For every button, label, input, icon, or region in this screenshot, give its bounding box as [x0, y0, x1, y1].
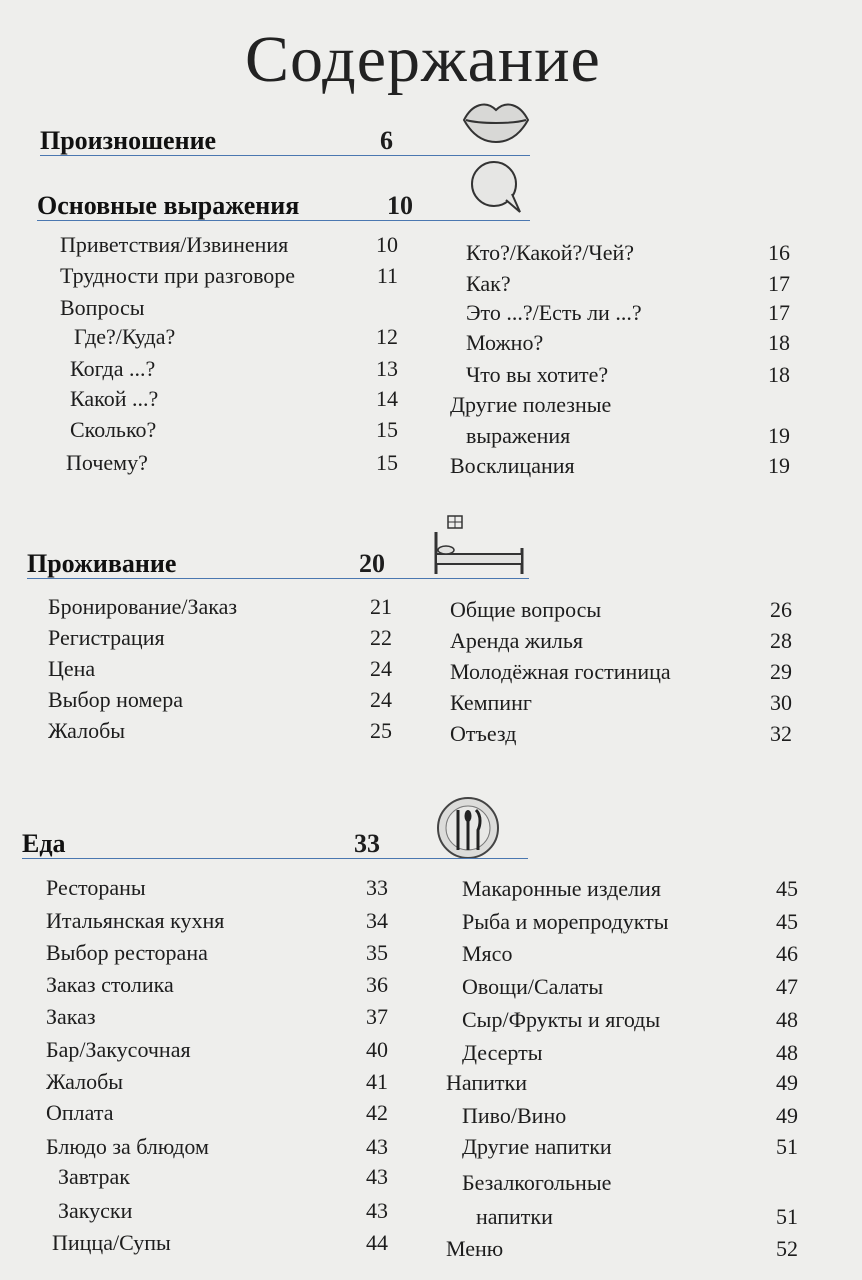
toc-entry-page: 37 [366, 1004, 388, 1029]
toc-entry-page: 34 [366, 908, 388, 933]
toc-entry-label: напитки [476, 1204, 553, 1229]
toc-entry-label: Можно? [466, 330, 544, 355]
toc-entry-page: 24 [370, 656, 392, 681]
toc-entry-label: Блюдо за блюдом [46, 1134, 209, 1159]
toc-entry-label: Другие полезные [450, 392, 612, 417]
toc-entry-label: Сыр/Фрукты и ягоды [462, 1007, 661, 1032]
toc-entry-label: Какой ...? [70, 386, 159, 411]
toc-entry-label: Выбор ресторана [46, 940, 208, 965]
lips-icon [462, 98, 530, 144]
toc-entry-label: Рыба и морепродукты [462, 909, 669, 934]
toc-entry-page: 24 [370, 687, 392, 712]
toc-entry-page: 29 [770, 659, 792, 684]
toc-entry-page: 22 [370, 625, 392, 650]
toc-entry-label: Когда ...? [70, 356, 156, 381]
toc-entry-page: 15 [376, 450, 398, 475]
section-page: 6 [380, 126, 393, 155]
toc-entry-page: 10 [376, 232, 398, 257]
bed-icon [432, 512, 528, 576]
section-heading-accommodation [27, 549, 407, 579]
toc-entry-label: Бар/Закусочная [46, 1037, 191, 1062]
toc-entry-page: 17 [768, 300, 790, 325]
toc-entry-label: Сколько? [70, 417, 157, 442]
toc-entry-page: 18 [768, 362, 790, 387]
toc-entry-label: Бронирование/Заказ [48, 594, 238, 619]
section-rule [37, 220, 530, 221]
toc-entry-page: 26 [770, 597, 792, 622]
toc-entry-page: 52 [776, 1236, 798, 1261]
section-rule [27, 578, 529, 579]
toc-entry-page: 33 [366, 875, 388, 900]
toc-entry-label: Меню [446, 1236, 504, 1261]
toc-entry-page: 11 [376, 263, 398, 288]
toc-entry-label: Заказ [46, 1004, 96, 1029]
toc-entry-label: Другие напитки [462, 1134, 612, 1159]
speech-bubble-icon [466, 158, 526, 218]
toc-entry-page: 18 [768, 330, 790, 355]
toc-entry-label: Пицца/Супы [52, 1230, 171, 1255]
toc-entry-label: Оплата [46, 1100, 114, 1125]
toc-entry-page: 28 [770, 628, 792, 653]
section-page: 10 [387, 191, 413, 220]
toc-entry-label: Кемпинг [450, 690, 532, 715]
section-title: Еда [22, 829, 66, 858]
toc-entry-page: 46 [776, 941, 798, 966]
section-rule [40, 155, 530, 156]
toc-entry-page: 43 [366, 1164, 388, 1189]
toc-entry-label: Аренда жилья [450, 628, 583, 653]
toc-entry-page: 49 [776, 1103, 798, 1128]
section-page: 20 [359, 549, 385, 578]
toc-entry-page: 42 [366, 1100, 388, 1125]
toc-entry-label: Регистрация [48, 625, 165, 650]
toc-entry-page: 51 [776, 1134, 798, 1159]
toc-entry-label: Заказ столика [46, 972, 174, 997]
toc-entry-page: 35 [366, 940, 388, 965]
toc-entry-page: 21 [370, 594, 392, 619]
toc-entry-label: Выбор номера [48, 687, 183, 712]
toc-entry-page: 19 [768, 423, 790, 448]
toc-entry-label: Десерты [462, 1040, 543, 1065]
toc-entry-label: Почему? [66, 450, 148, 475]
toc-entry-label: Пиво/Вино [462, 1103, 567, 1128]
section-title: Произношение [40, 126, 217, 155]
toc-entry-page: 17 [768, 271, 790, 296]
toc-entry-label: Макаронные изделия [462, 876, 661, 901]
toc-entry-page: 14 [376, 386, 398, 411]
section-heading-pronunciation [40, 126, 400, 156]
toc-entry-label: Жалобы [46, 1069, 124, 1094]
section-heading-food [22, 829, 402, 859]
toc-entry-label: Восклицания [450, 453, 575, 478]
toc-entry-page: 44 [366, 1230, 388, 1255]
toc-entry-label: Кто?/Какой?/Чей? [466, 240, 635, 265]
toc-entry-label: Где?/Куда? [74, 324, 176, 349]
toc-entry-page: 25 [370, 718, 392, 743]
toc-entry-label: Отъезд [450, 721, 517, 746]
toc-entry-label: Приветствия/Извинения [60, 232, 289, 257]
toc-entry-label: Овощи/Салаты [462, 974, 604, 999]
toc-entry-label: Рестораны [46, 875, 146, 900]
toc-entry-label: Жалобы [48, 718, 126, 743]
toc-entry-page: 41 [366, 1069, 388, 1094]
toc-entry-page: 40 [366, 1037, 388, 1062]
toc-entry-page: 51 [776, 1204, 798, 1229]
toc-entry-page: 48 [776, 1007, 798, 1032]
toc-entry-label: Общие вопросы [450, 597, 602, 622]
toc-entry-page: 45 [776, 876, 798, 901]
toc-entry-page: 48 [776, 1040, 798, 1065]
toc-entry-page: 30 [770, 690, 792, 715]
toc-entry-label: Что вы хотите? [466, 362, 609, 387]
plate-cutlery-icon [436, 796, 500, 860]
section-rule [22, 858, 528, 859]
toc-entry-label: Завтрак [58, 1164, 130, 1189]
toc-entry-page: 19 [768, 453, 790, 478]
toc-entry-page: 45 [776, 909, 798, 934]
toc-entry-page: 43 [366, 1134, 388, 1159]
toc-entry-label: Вопросы [60, 295, 145, 320]
toc-entry-label: Мясо [462, 941, 513, 966]
toc-entry-page: 32 [770, 721, 792, 746]
toc-entry-label: выражения [466, 423, 571, 448]
toc-entry-page: 49 [776, 1070, 798, 1095]
toc-entry-label: Напитки [446, 1070, 527, 1095]
toc-entry-label: Итальянская кухня [46, 908, 225, 933]
toc-entry-label: Цена [48, 656, 96, 681]
toc-entry-page: 43 [366, 1198, 388, 1223]
toc-entry-page: 15 [376, 417, 398, 442]
toc-entry-label: Безалкогольные [462, 1170, 612, 1195]
page-title: Содержание [245, 23, 601, 96]
toc-entry-label: Молодёжная гостиница [450, 659, 671, 684]
toc-entry-label: Трудности при разговоре [60, 263, 296, 288]
section-title: Основные выражения [37, 191, 300, 220]
toc-entry-page: 12 [376, 324, 398, 349]
toc-entry-page: 36 [366, 972, 388, 997]
toc-entry-label: Закуски [58, 1198, 133, 1223]
toc-entry-label: Это ...?/Есть ли ...? [466, 300, 642, 325]
toc-entry-label: Как? [466, 271, 511, 296]
section-title: Проживание [27, 549, 177, 578]
toc-entry-page: 16 [768, 240, 790, 265]
section-heading-basic-expressions [37, 191, 437, 221]
toc-entry-page: 47 [776, 974, 798, 999]
toc-entry-page: 13 [376, 356, 398, 381]
section-page: 33 [354, 829, 380, 858]
